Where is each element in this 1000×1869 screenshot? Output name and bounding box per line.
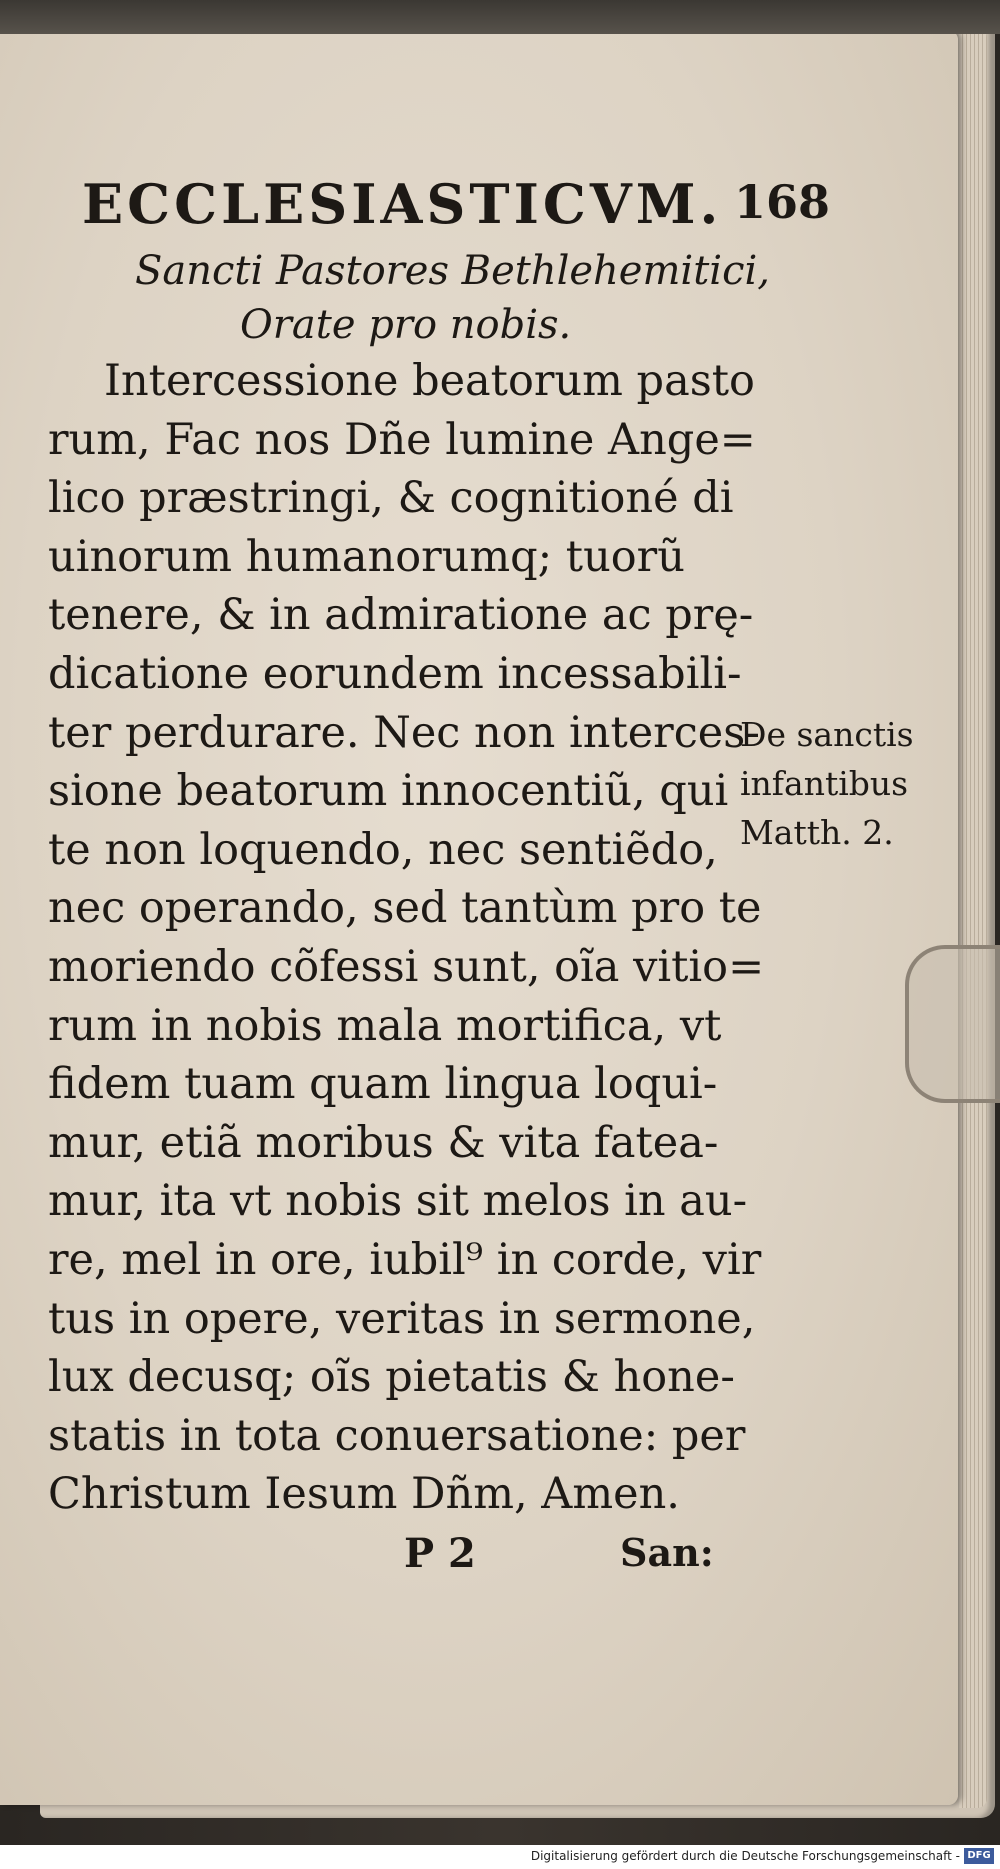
text-line: rum, Fac nos Dñe lumine Ange= xyxy=(48,414,756,465)
text-line: rum in nobis mala mortifica, vt xyxy=(48,1000,722,1051)
digitization-credit: Digitalisierung gefördert durch die Deutsche Forschungsgemeinschaft - xyxy=(530,1849,960,1863)
dfg-logo: DFG xyxy=(964,1848,994,1864)
margin-note-line: infantibus xyxy=(740,764,909,803)
running-head: ECCLESIASTICVM. xyxy=(82,172,723,236)
text-line: mur, ita vt nobis sit melos in au- xyxy=(48,1176,748,1227)
folio-number: 168 xyxy=(734,175,831,229)
invocation-line-2: Orate pro nobis. xyxy=(240,302,572,348)
text-line: sione beatorum innocentiũ, qui xyxy=(48,766,729,817)
text-line: re, mel in ore, iubil⁹ in corde, vir xyxy=(48,1234,762,1285)
text-line: lico præstringi, & cognitioné di xyxy=(48,473,734,524)
margin-note xyxy=(740,710,914,857)
text-line: lux decusq; oĩs pietatis & hone- xyxy=(48,1352,735,1403)
text-line: tenere, & in admiratione ac prę- xyxy=(48,590,754,641)
text-line: statis in tota conuersatione: per xyxy=(48,1410,746,1461)
book-clasp xyxy=(905,945,1000,1103)
margin-note-line: De sanctis xyxy=(740,715,914,754)
margin-note-line: Matth. 2. xyxy=(740,813,894,852)
text-line: uinorum humanorumq; tuorũ xyxy=(48,531,685,582)
prayer-text xyxy=(48,352,765,1524)
text-line: moriendo cõfessi sunt, oĩa vitio= xyxy=(48,941,765,992)
text-line: dicatione eorundem incessabili- xyxy=(48,648,742,699)
binding-strip xyxy=(0,0,1000,34)
text-line: nec operando, sed tantùm pro te xyxy=(48,883,762,934)
text-line: mur, etiã moribus & vita fatea- xyxy=(48,1117,719,1168)
text-line: tus in opere, veritas in sermone, xyxy=(48,1293,756,1344)
text-line: Intercessione beatorum pasto xyxy=(104,356,755,406)
signature-mark: P 2 xyxy=(404,1530,476,1577)
invocation-line-1: Sancti Pastores Bethlehemitici, xyxy=(135,248,770,294)
text-line: te non loquendo, nec sentiẽdo, xyxy=(48,824,718,875)
text-line: Christum Iesum Dñm, Amen. xyxy=(48,1469,680,1520)
text-line: ter perdurare. Nec non interces- xyxy=(48,707,760,758)
text-line: fidem tuam quam lingua loqui- xyxy=(48,1059,718,1110)
catchword: San: xyxy=(620,1530,714,1575)
